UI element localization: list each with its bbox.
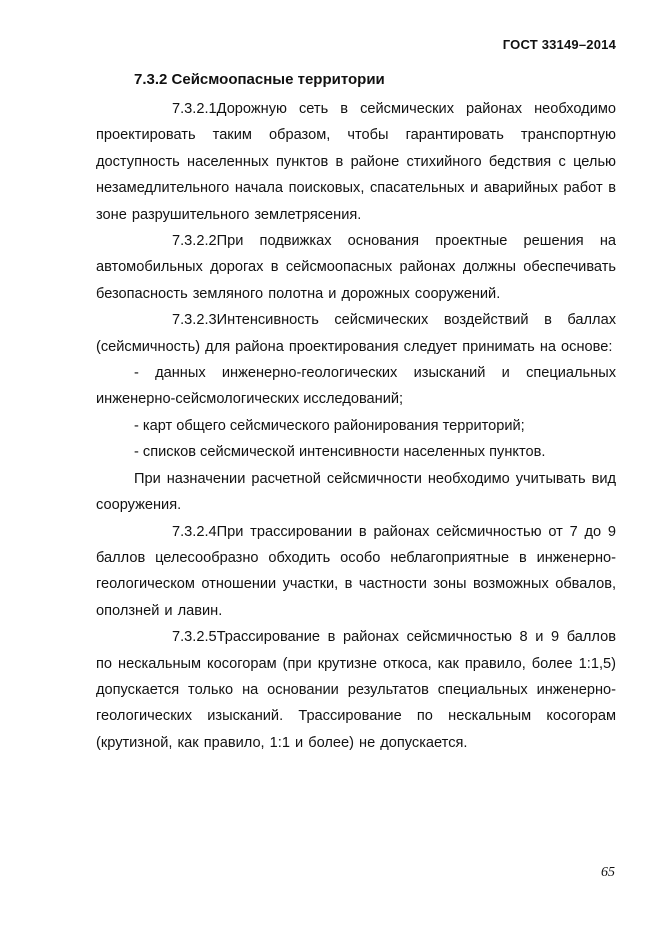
paragraph-7-3-2-1 [96, 96, 616, 228]
paragraph-text: При подвижках основания проектные решения на автомобильных дорогах в сейсмоопасных районах должны обеспечивать безопасность земляного полотна и дорожных сооружений. [96, 233, 616, 302]
paragraph-number: 7.3.2.3 [172, 312, 217, 329]
paragraph-7-3-2-4 [96, 519, 616, 625]
list-item: - данных инженерно-геологических изысканий и специальных инженерно-сейсмологических исследований; [96, 365, 616, 408]
list-item: - карт общего сейсмического районирования территорий; [134, 417, 525, 434]
list-item: - списков сейсмической интенсивности населенных пунктов. [134, 444, 546, 461]
page-number: 65 [601, 865, 615, 880]
document-code: ГОСТ 33149–2014 [502, 37, 616, 52]
paragraph-7-3-2-2 [96, 228, 616, 307]
paragraph-text: Трассирование в районах сейсмичностью 8 и 9 баллов по нескальным косогорам (при крутизне откоса, как правило, более 1:1,5) допускается только на основании результатов специальных инженерно-геологических изысканий. Трассирование по нескальным косогорам (крутизной, как правило, 1:1 и более) не допускается. [96, 629, 616, 751]
page-content [96, 69, 616, 756]
section-title: 7.3.2 Сейсмоопасные территории [134, 71, 385, 88]
paragraph-text: При трассировании в районах сейсмичностью от 7 до 9 баллов целесообразно обходить особо неблагоприятные в инженерно-геологическом отношении участки, в частности зоны возможных обвалов, оползней и лавин. [96, 523, 616, 619]
paragraph-7-3-2-3 [96, 307, 616, 360]
paragraph-number: 7.3.2.2 [172, 233, 217, 250]
paragraph-number: 7.3.2.4 [172, 523, 217, 540]
paragraph-text: Дорожную сеть в сейсмических районах необходимо проектировать таким образом, чтобы гарантировать транспортную доступность населенных пунктов в районе стихийного бедствия с целью незамедлительного начала поисковых, спасательных и аварийных работ в зоне разрушительного землетрясения. [96, 101, 616, 223]
paragraph-number: 7.3.2.1 [172, 101, 217, 117]
paragraph-text: Интенсивность сейсмических воздействий в баллах (сейсмичность) для района проектирования следует принимать на основе: [96, 312, 616, 355]
paragraph-7-3-2-5 [96, 624, 616, 756]
paragraph-number: 7.3.2.5 [172, 629, 217, 646]
note-paragraph: При назначении расчетной сейсмичности необходимо учитывать вид сооружения. [96, 470, 616, 514]
